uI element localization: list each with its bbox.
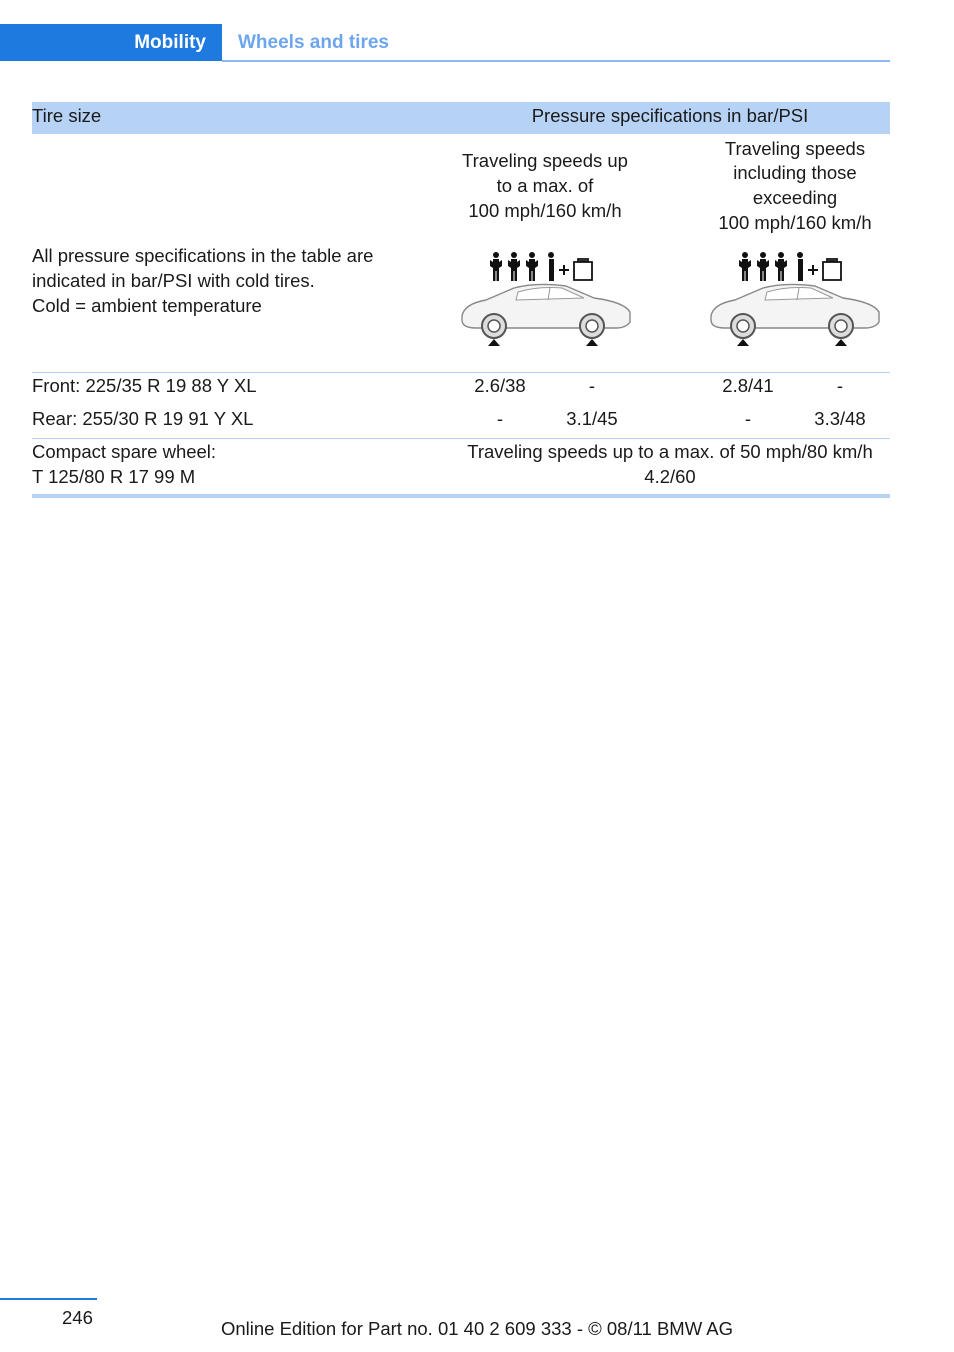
spare-label-line-2: T 125/80 R 17 99 M — [32, 466, 196, 487]
car-side-icon — [711, 284, 879, 346]
rear-b2: 3.3/48 — [814, 408, 866, 429]
col-pressure: Pressure specifications in bar/PSI — [531, 105, 809, 126]
front-a2: - — [588, 375, 596, 396]
section-tab: Mobility — [0, 24, 222, 61]
rear-a1: - — [496, 408, 504, 429]
note-line-3: Cold = ambient temperature — [32, 295, 262, 316]
header-rule — [222, 60, 890, 62]
page-number: 246 — [62, 1307, 93, 1328]
subsection-title: Wheels and tires — [238, 32, 389, 53]
note-line-1: All pressure specifications in the table are — [32, 245, 374, 266]
speed-a-line-2: to a max. of — [496, 175, 594, 196]
spare-speed: Traveling speeds up to a max. of 50 mph/80 km/h — [467, 441, 873, 462]
car-side-icon — [462, 284, 630, 346]
table-bottom-rule — [32, 494, 890, 498]
speed-b-line-4: 100 mph/160 km/h — [718, 212, 872, 233]
load-passengers-luggage-icon — [490, 252, 592, 281]
load-car-icon-b — [705, 248, 885, 350]
front-a1: 2.6/38 — [474, 375, 526, 396]
speed-b-line-3: exceeding — [752, 187, 838, 208]
rear-a2: 3.1/45 — [566, 408, 618, 429]
speed-b-line-1: Traveling speeds — [724, 138, 866, 159]
col-tire-size: Tire size — [32, 105, 102, 126]
front-b2: - — [836, 375, 844, 396]
speed-a-line-3: 100 mph/160 km/h — [468, 200, 622, 221]
footer-rule — [0, 1298, 97, 1300]
note-line-2: indicated in bar/PSI with cold tires. — [32, 270, 315, 291]
edition-line: Online Edition for Part no. 01 40 2 609 333 - © 08/11 BMW AG — [220, 1318, 734, 1339]
rear-tire-label: Rear: 255/30 R 19 91 Y XL — [32, 408, 254, 429]
load-passengers-luggage-icon — [739, 252, 841, 281]
spare-value: 4.2/60 — [644, 466, 696, 487]
rear-b1: - — [744, 408, 752, 429]
load-car-icon-a — [456, 248, 636, 350]
speed-b-line-2: including those — [733, 162, 857, 183]
speed-a-line-1: Traveling speeds up — [462, 150, 628, 171]
spare-label-line-1: Compact spare wheel: — [32, 441, 217, 462]
front-b1: 2.8/41 — [722, 375, 774, 396]
front-tire-label: Front: 225/35 R 19 88 Y XL — [32, 375, 257, 396]
